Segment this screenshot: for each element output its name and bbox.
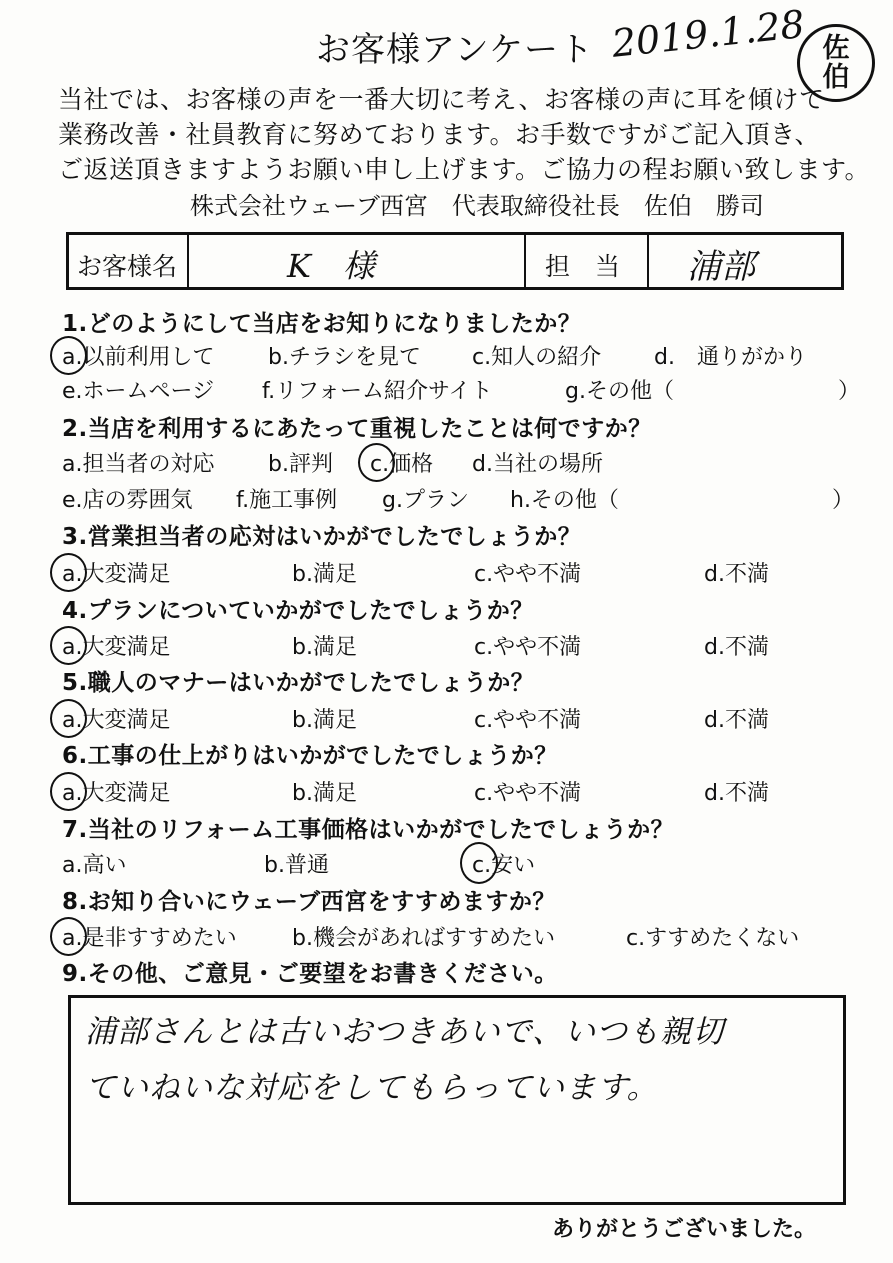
q4-option-b: b.満足 <box>292 635 357 660</box>
question-7: 7.当社のリフォーム工事価格はいかがでしたでしょうか？ <box>62 817 675 843</box>
q1-option-e: e.ホームページ <box>62 379 215 404</box>
q1-option-d: d. 通りがかり <box>654 345 807 370</box>
selection-circle <box>50 553 87 592</box>
q6-option-b: b.満足 <box>292 781 357 806</box>
selection-circle <box>358 443 395 482</box>
q2-option-g: g.プラン <box>382 488 469 513</box>
q1-paren-close: ） <box>838 379 861 404</box>
selection-circle <box>50 917 87 956</box>
q6-option-d: d.不満 <box>704 781 769 806</box>
q8-option-c: c.すすめたくない <box>626 926 800 951</box>
q1-option-c: c.知人の紹介 <box>472 345 602 370</box>
question-3: 3.営業担当者の応対はいかがでしたでしょうか？ <box>62 524 582 550</box>
comment-line-2: ていねいな対応をしてもらっています。 <box>85 1070 659 1106</box>
survey-title: お客様アンケート <box>316 30 594 70</box>
q8-option-a: a.是非すすめたい <box>62 926 237 951</box>
question-6: 6.工事の仕上がりはいかがでしたでしょうか？ <box>62 743 558 769</box>
q2-option-b: b.評判 <box>268 452 333 477</box>
customer-name-value: K 様 <box>287 247 375 285</box>
q3-option-b: b.満足 <box>292 562 357 587</box>
stamp-char-1: 佐 <box>822 33 850 64</box>
staff-value: 浦部 <box>687 247 755 287</box>
question-4: 4.プランについていかがでしたでしょうか？ <box>62 598 534 624</box>
question-5: 5.職人のマナーはいかがでしたでしょうか？ <box>62 670 535 696</box>
customer-table <box>66 232 844 290</box>
handwritten-date: 2019.1.28 <box>609 1 807 66</box>
q2-option-h: h.その他（ <box>510 488 619 513</box>
q2-paren-close: ） <box>832 488 855 513</box>
intro-line-2: 業務改善・社員教育に努めております。お手数ですがご記入頂き、 <box>58 120 821 149</box>
question-2: 2.当店を利用するにあたって重視したことは何ですか？ <box>62 416 652 442</box>
question-1: 1.どのようにして当店をお知りになりましたか？ <box>62 311 582 337</box>
q2-option-c: c.価格 <box>370 452 434 477</box>
q1-option-a: a.以前利用して <box>62 345 215 370</box>
q8-option-b: b.機会があればすすめたい <box>292 926 556 951</box>
q5-option-d: d.不満 <box>704 708 769 733</box>
selection-circle <box>50 772 87 811</box>
q5-option-b: b.満足 <box>292 708 357 733</box>
q6-option-c: c.やや不満 <box>474 781 582 806</box>
q1-option-f: f.リフォーム紹介サイト <box>262 379 493 404</box>
intro-line-3: ご返送頂きますようお願い申し上げます。ご協力の程お願い致します。 <box>58 155 871 184</box>
q2-option-a: a.担当者の対応 <box>62 452 215 477</box>
company-line: 株式会社ウェーブ西宮 代表取締役社長 佐伯 勝司 <box>190 192 764 220</box>
selection-circle <box>460 842 498 884</box>
comment-box <box>68 995 846 1205</box>
question-9: 9.その他、ご意見・ご要望をお書きください。 <box>62 961 558 987</box>
stamp-char-2: 伯 <box>822 62 850 93</box>
q4-option-a: a.大変満足 <box>62 635 171 660</box>
thanks-text: ありがとうございました。 <box>552 1217 817 1242</box>
q2-option-e: e.店の雰囲気 <box>62 488 193 513</box>
q7-option-b: b.普通 <box>264 853 329 878</box>
comment-line-1: 浦部さんとは古いおつきあいで、いつも親切 <box>85 1014 725 1050</box>
q4-option-d: d.不満 <box>704 635 769 660</box>
q3-option-a: a.大変満足 <box>62 562 171 587</box>
selection-circle <box>50 626 87 665</box>
q3-option-c: c.やや不満 <box>474 562 582 587</box>
q1-option-b: b.チラシを見て <box>268 345 421 370</box>
q3-option-d: d.不満 <box>704 562 769 587</box>
q2-option-f: f.施工事例 <box>236 488 338 513</box>
q4-option-c: c.やや不満 <box>474 635 582 660</box>
question-8: 8.お知り合いにウェーブ西宮をすすめますか？ <box>62 889 556 915</box>
selection-circle <box>50 699 87 738</box>
staff-label: 担 当 <box>545 252 621 281</box>
q5-option-c: c.やや不満 <box>474 708 582 733</box>
q6-option-a: a.大変満足 <box>62 781 171 806</box>
q1-option-g: g.その他（ <box>565 379 674 404</box>
customer-name-label: お客様名 <box>77 252 178 281</box>
q7-option-c: c.安い <box>472 853 536 878</box>
q7-option-a: a.高い <box>62 853 127 878</box>
q2-option-d: d.当社の場所 <box>472 452 603 477</box>
intro-line-1: 当社では、お客様の声を一番大切に考え、お客様の声に耳を傾けて <box>58 85 825 114</box>
q5-option-a: a.大変満足 <box>62 708 171 733</box>
selection-circle <box>50 336 87 375</box>
